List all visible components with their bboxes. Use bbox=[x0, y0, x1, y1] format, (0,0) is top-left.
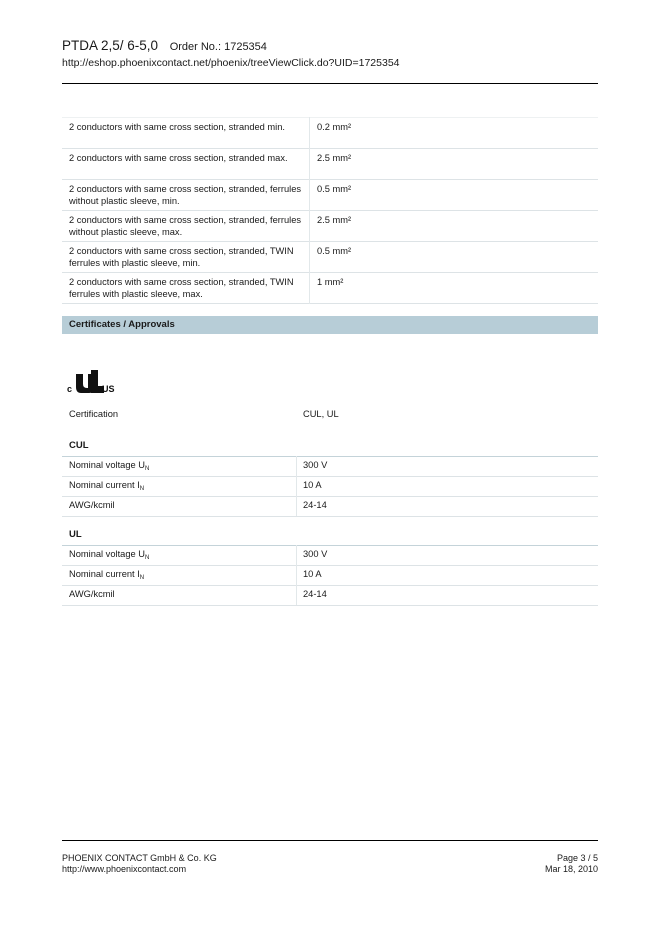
row-label: 2 conductors with same cross section, stranded, TWIN ferrules with plastic sleeve, min. bbox=[62, 242, 310, 273]
table-row bbox=[62, 545, 598, 566]
row-value: 0.5 mm² bbox=[317, 184, 352, 194]
table-row bbox=[62, 211, 598, 242]
footer-divider bbox=[62, 840, 598, 841]
column-divider bbox=[296, 585, 297, 605]
product-url[interactable]: http://eshop.phoenixcontact.net/phoenix/treeViewClick.do?UID=1725354 bbox=[62, 57, 400, 69]
row-label: Nominal current $I_N$ bbox=[69, 480, 145, 492]
row-value: 2.5 mm² bbox=[317, 153, 352, 163]
column-divider bbox=[296, 476, 297, 496]
row-label: 2 conductors with same cross section, stranded, ferrules without plastic sleeve, min. bbox=[62, 180, 310, 211]
table-row bbox=[62, 456, 598, 477]
footer-company: PHOENIX CONTACT GmbH & Co. KG bbox=[62, 853, 217, 863]
certification-label: Certification bbox=[69, 409, 119, 419]
column-divider bbox=[296, 456, 297, 476]
table-row bbox=[62, 476, 598, 497]
product-name: PTDA 2,5/ 6-5,0 bbox=[62, 38, 159, 53]
conductor-table bbox=[62, 117, 598, 304]
group-heading-ul: UL bbox=[69, 529, 82, 540]
row-label: 2 conductors with same cross section, stranded min. bbox=[62, 118, 310, 149]
certification-row bbox=[62, 405, 598, 425]
row-label: Nominal current $I_N$ bbox=[69, 569, 145, 581]
row-value: 300 V bbox=[303, 460, 328, 470]
cul-us-listed-mark-icon bbox=[66, 366, 118, 396]
row-label: AWG/kcmil bbox=[69, 589, 115, 599]
row-label: AWG/kcmil bbox=[69, 500, 115, 510]
logo-us-text: US bbox=[102, 384, 115, 394]
row-label: 2 conductors with same cross section, stranded, ferrules without plastic sleeve, max. bbox=[62, 211, 310, 242]
table-row bbox=[62, 180, 598, 211]
column-divider bbox=[296, 496, 297, 516]
table-row bbox=[62, 273, 598, 304]
row-value: 10 A bbox=[303, 480, 322, 490]
table-row bbox=[62, 118, 598, 149]
row-label: Nominal voltage $U_N$ bbox=[69, 460, 150, 472]
section-header-certificates bbox=[62, 316, 598, 334]
footer-website[interactable]: http://www.phoenixcontact.com bbox=[62, 864, 187, 874]
footer-page-block bbox=[545, 853, 598, 875]
column-divider bbox=[296, 545, 297, 565]
row-label: Nominal voltage $U_N$ bbox=[69, 549, 150, 561]
header-divider bbox=[62, 83, 598, 84]
footer-date: Mar 18, 2010 bbox=[544, 864, 598, 874]
row-value: 24-14 bbox=[303, 589, 327, 599]
table-row bbox=[62, 585, 598, 606]
table-row bbox=[62, 565, 598, 586]
certification-value: CUL, UL bbox=[303, 409, 339, 419]
page-header bbox=[62, 38, 598, 69]
row-value: 24-14 bbox=[303, 500, 327, 510]
page-number: Page 3 / 5 bbox=[556, 853, 598, 863]
row-value: 2.5 mm² bbox=[317, 215, 352, 225]
row-value: 10 A bbox=[303, 569, 322, 579]
title-line bbox=[62, 38, 598, 53]
row-value: 1 mm² bbox=[317, 277, 344, 287]
column-divider bbox=[296, 565, 297, 585]
table-row bbox=[62, 496, 598, 517]
row-value: 300 V bbox=[303, 549, 328, 559]
group-heading-cul: CUL bbox=[69, 440, 89, 451]
row-label: 2 conductors with same cross section, stranded, TWIN ferrules with plastic sleeve, max. bbox=[62, 273, 310, 304]
table-row bbox=[62, 242, 598, 273]
row-value: 0.5 mm² bbox=[317, 246, 352, 256]
footer-company-block bbox=[62, 853, 217, 875]
row-label: 2 conductors with same cross section, stranded max. bbox=[62, 149, 310, 180]
table-row bbox=[62, 149, 598, 180]
row-value: 0.2 mm² bbox=[317, 122, 352, 132]
section-title: Certificates / Approvals bbox=[69, 319, 175, 330]
order-number: Order No.: 1725354 bbox=[169, 41, 267, 53]
logo-c-text: c bbox=[67, 384, 73, 394]
